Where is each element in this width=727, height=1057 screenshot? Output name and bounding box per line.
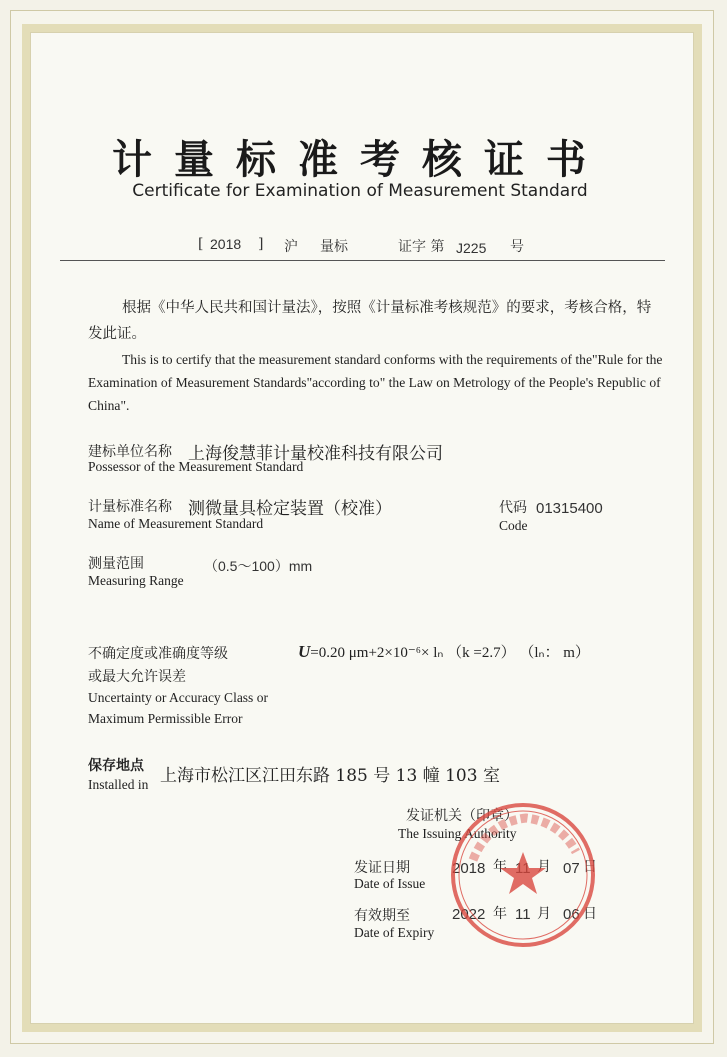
issue-date-year-unit: 年 — [493, 859, 507, 875]
possessor-value: 上海俊慧菲计量校准科技有限公司 — [188, 444, 443, 464]
range-value: （0.5～100）mm — [204, 558, 313, 574]
statement-english-text: This is to certify that the measurement standard conforms with the requirements of the"Rule for the Examination of Measurement Standards"according to" the Law on Metrology of the People's Republic of China". — [88, 352, 663, 413]
code-label-cn: 代码 — [499, 500, 527, 516]
uncertainty-label-cn-1: 不确定度或准确度等级 — [88, 646, 228, 662]
expiry-date-year-unit: 年 — [493, 906, 507, 922]
expiry-date-year: 2022 — [452, 906, 486, 923]
possessor-label-en: Possessor of the Measurement Standard — [88, 459, 304, 474]
number-bracket-close: ] — [258, 236, 264, 252]
range-label-en: Measuring Range — [88, 573, 184, 588]
uncertainty-label-en-2: Maximum Permissible Error — [88, 711, 243, 726]
expiry-date-label-en: Date of Expiry — [354, 925, 435, 940]
issue-date-year: 2018 — [452, 860, 486, 877]
issue-date-day-unit: 日 — [583, 859, 597, 875]
expiry-date-day: 06 — [563, 906, 580, 923]
title-english: Certificate for Examination of Measurement Standard — [132, 181, 588, 201]
standard-name-value: 测微量具检定装置（校准） — [188, 499, 392, 519]
range-label-cn: 测量范围 — [88, 556, 144, 572]
issue-date-label-en: Date of Issue — [354, 876, 426, 891]
code-value: 01315400 — [536, 500, 603, 517]
number-word: 证字 第 — [398, 239, 445, 255]
issue-date-month-unit: 月 — [537, 859, 551, 875]
issue-date-day: 07 — [563, 860, 580, 877]
code-label-en: Code — [499, 518, 528, 533]
possessor-label-cn: 建标单位名称 — [88, 444, 172, 460]
standard-name-label-en: Name of Measurement Standard — [88, 516, 264, 531]
issuer-label-en: The Issuing Authority — [398, 826, 517, 841]
statement-chinese-text: 根据《中华人民共和国计量法》，按照《计量标准考核规范》的要求，考核合格，特发此证。 — [88, 300, 652, 342]
number-suffix: 号 — [510, 239, 524, 255]
location-label-en: Installed in — [88, 777, 149, 792]
location-label-cn: 保存地点 — [88, 758, 144, 774]
seal-star-icon — [500, 852, 546, 894]
title-chinese: 计量标准考核证书 — [112, 136, 608, 183]
number-bracket-open: [ — [198, 236, 204, 252]
expiry-date-day-unit: 日 — [583, 906, 597, 922]
expiry-date-label-cn: 有效期至 — [354, 908, 410, 924]
number-code: J225 — [456, 240, 487, 256]
standard-name-label-cn: 计量标准名称 — [88, 499, 172, 515]
number-type: 量标 — [320, 239, 348, 255]
expiry-date-month: 11 — [515, 906, 531, 923]
statement-english — [88, 348, 668, 417]
number-year: 2018 — [210, 236, 242, 252]
seal-graphic — [453, 805, 593, 945]
uncertainty-symbol: U — [298, 642, 311, 661]
issuer-label-cn: 发证机关（印章） — [406, 808, 518, 824]
statement-chinese — [88, 295, 658, 347]
official-seal-stamp — [448, 800, 598, 950]
number-region: 沪 — [284, 239, 298, 255]
uncertainty-label-cn-2: 或最大允许误差 — [88, 669, 186, 685]
issue-date-label-cn: 发证日期 — [354, 860, 410, 876]
uncertainty-formula-rest: =0.20 μm+2×10⁻⁶× lₙ （k =2.7） （lₙ： m） — [310, 645, 590, 661]
uncertainty-label-en-1: Uncertainty or Accuracy Class or — [88, 690, 268, 705]
header-rule — [60, 260, 665, 261]
expiry-date-month-unit: 月 — [537, 906, 551, 922]
location-value: 上海市松江区江田东路 185 号 13 幢 103 室 — [160, 766, 500, 786]
uncertainty-formula — [298, 641, 590, 662]
